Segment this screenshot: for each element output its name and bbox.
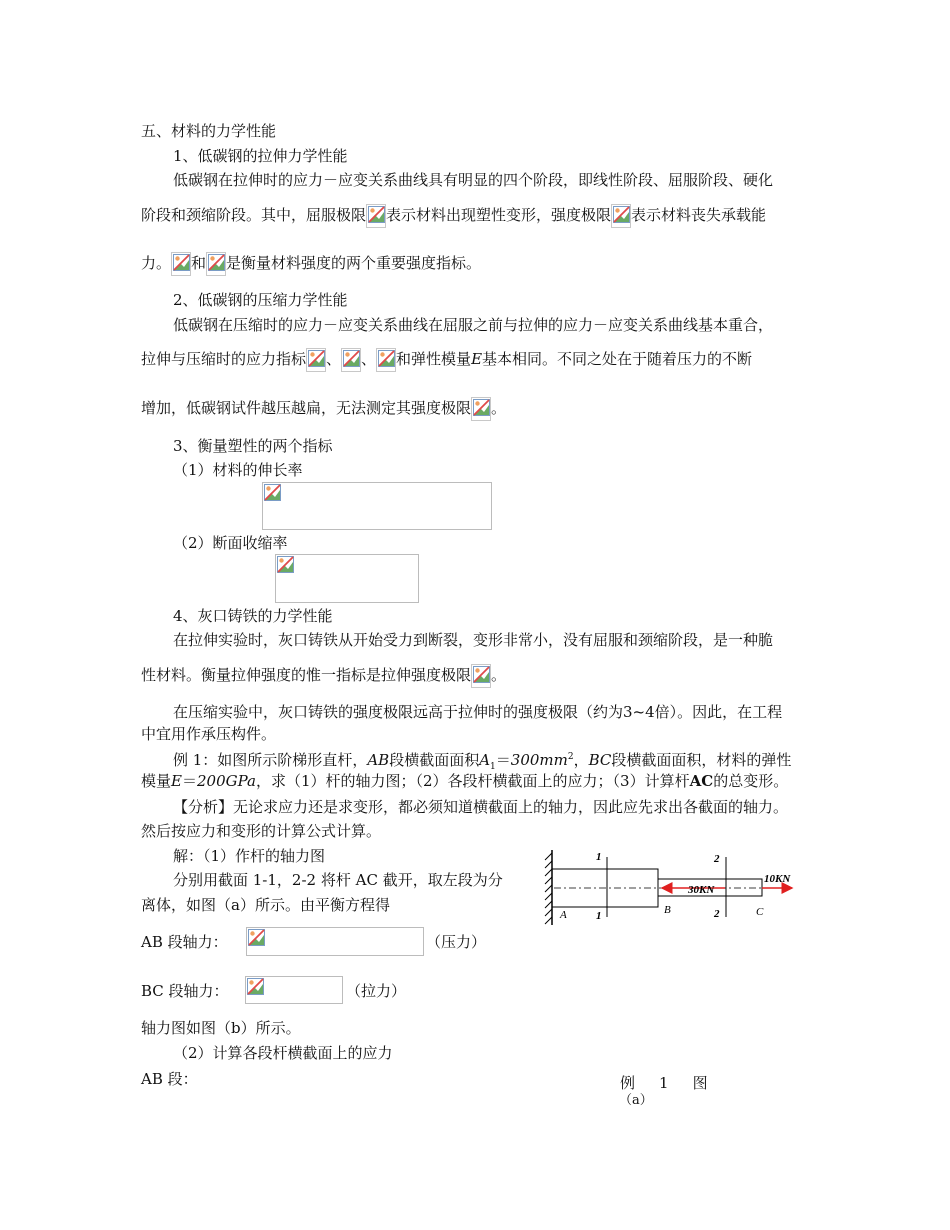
bar-ac: AC — [689, 772, 714, 790]
bc-axial-formula-image — [246, 977, 266, 1001]
text: 无论求应力还是求变形，都必须知道横截面上的轴力，因此应先求出各截面的轴力。 — [233, 798, 789, 816]
strength-limit-formula-image — [471, 397, 491, 421]
example-line2 — [141, 771, 788, 791]
text: 阶段和颈缩阶段。其中，屈服极限 — [141, 206, 367, 224]
tensile-para-line3 — [141, 252, 481, 276]
ab-axial-label: AB 段轴力： — [141, 933, 228, 951]
equals: ＝ — [495, 751, 511, 769]
text: 增加，低碳钢试件越压越扁，无法测定其强度极限 — [141, 399, 472, 417]
text: 是衡量材料强度的两个重要强度指标。 — [226, 254, 482, 272]
force-30kn-label: 30KN — [688, 884, 715, 896]
heading-cast-iron: 4、灰口铸铁的力学性能 — [173, 607, 333, 625]
ab-axial-note: （压力） — [426, 933, 487, 951]
text: 力。 — [141, 254, 172, 272]
label-2-top: 2 — [714, 853, 720, 865]
text: 表示材料丧失承载能 — [631, 206, 767, 224]
strength-limit-formula-image — [611, 204, 631, 228]
bc-axial-label: BC 段轴力： — [141, 982, 229, 1000]
text: 模量 — [141, 772, 172, 790]
elongation-formula-box — [262, 482, 492, 530]
text: 。 — [491, 399, 507, 417]
compression-para-line1: 低碳钢在压缩时的应力－应变关系曲线在屈服之前与拉伸的应力－应变关系曲线基本重合， — [173, 316, 774, 334]
text: 段横截面面积 — [389, 751, 480, 769]
analysis-line2: 然后按应力和变形的计算公式计算。 — [141, 822, 382, 840]
segment-bc: BC — [588, 751, 612, 769]
elongation-formula-image — [263, 483, 283, 507]
strength-limit-formula-image — [206, 252, 226, 276]
text: 拉伸与压缩时的应力指标 — [141, 350, 307, 368]
bc-axial-formula-box — [245, 976, 343, 1004]
text: 和弹性模量 — [396, 350, 472, 368]
text: ， — [573, 751, 589, 769]
area-reduction-item: （2）断面收缩率 — [173, 534, 288, 552]
label-b: B — [664, 904, 671, 916]
tensile-para-line2 — [141, 204, 766, 228]
fixed-wall — [545, 850, 552, 925]
stress-index-formula-image — [376, 348, 396, 372]
area-subscript: 1 — [490, 762, 496, 772]
tensile-para-line1: 低碳钢在拉伸时的应力－应变关系曲线具有明显的四个阶段，即线性阶段、屈服阶段、硬化 — [173, 171, 774, 189]
text: ，求（1）杆的轴力图；（2）各段杆横截面上的应力；（3）计算杆 — [255, 772, 690, 790]
axial-figure-ref: 轴力图如图（b）所示。 — [141, 1019, 301, 1037]
label-1-top: 1 — [596, 851, 602, 863]
text: 基本相同。不同之处在于随着压力的不断 — [482, 350, 753, 368]
separator: 、 — [361, 350, 377, 368]
ab-axial-formula-image — [247, 928, 267, 952]
heading-plasticity: 3、衡量塑性的两个指标 — [173, 437, 333, 455]
stress-index-formula-image — [306, 348, 326, 372]
modulus-value: 200GPa — [196, 772, 256, 790]
text: 例 1：如图所示阶梯形直杆， — [173, 751, 368, 769]
cast-iron-para-line1: 在拉伸实验时，灰口铸铁从开始受力到断裂，变形非常小，没有屈服和颈缩阶段，是一种脆 — [173, 631, 774, 649]
yield-limit-formula-image — [171, 252, 191, 276]
area-exponent: 2 — [567, 752, 574, 762]
modulus-symbol: E — [471, 350, 483, 368]
caption-char: 1 — [659, 1074, 669, 1092]
cast-iron-para-line3: 在压缩实验中，灰口铸铁的强度极限远高于拉伸时的强度极限（约为3~4倍）。因此，在工程 — [173, 703, 783, 721]
equals: ＝ — [181, 772, 197, 790]
stepped-bar-figure — [540, 845, 810, 930]
cast-iron-para-line4: 中宜用作承压构件。 — [141, 725, 277, 743]
solution-text-line2: 离体，如图（a）所示。由平衡方程得 — [141, 896, 390, 914]
compression-para-line2 — [141, 348, 752, 372]
solution-text-line1: 分别用截面 1-1，2-2 将杆 AC 截开，取左段为分 — [173, 871, 503, 889]
label-a: A — [560, 909, 567, 921]
label-1-bottom: 1 — [596, 910, 602, 922]
text: 的总变形。 — [713, 772, 789, 790]
tensile-strength-formula-image — [471, 664, 491, 688]
figure-caption — [620, 1073, 708, 1093]
text: 段横截面面积，材料的弹性 — [611, 751, 792, 769]
heading-compression: 2、低碳钢的压缩力学性能 — [173, 291, 348, 309]
area-symbol: A — [479, 751, 491, 769]
text: 性材料。衡量拉伸强度的惟一指标是拉伸强度极限 — [141, 666, 472, 684]
text: 和 — [191, 254, 207, 272]
heading-tensile: 1、低碳钢的拉伸力学性能 — [173, 147, 348, 165]
separator: 、 — [326, 350, 342, 368]
area-reduction-formula-box — [275, 554, 419, 603]
compression-para-line3 — [141, 397, 506, 421]
ab-segment-label: AB 段： — [141, 1070, 198, 1088]
text: 表示材料出现塑性变形，强度极限 — [386, 206, 612, 224]
caption-char: 例 — [620, 1074, 636, 1092]
solution-step2: （2）计算各段杆横截面上的应力 — [173, 1044, 393, 1062]
modulus-symbol: E — [171, 772, 182, 790]
label-2-bottom: 2 — [714, 908, 720, 920]
segment-ab: AB — [367, 751, 390, 769]
solution-step1: 解：（1）作杆的轴力图 — [173, 847, 326, 865]
bc-axial-note: （拉力） — [346, 982, 407, 1000]
area-value: 300mm — [510, 751, 568, 769]
caption-char: 图 — [692, 1074, 708, 1092]
cast-iron-para-line2 — [141, 664, 506, 688]
yield-limit-formula-image — [366, 204, 386, 228]
force-10kn-label: 10KN — [764, 873, 791, 885]
analysis-line1 — [173, 797, 788, 817]
area-reduction-formula-image — [276, 555, 296, 579]
analysis-label: 【分析】 — [173, 798, 234, 816]
elongation-item: （1）材料的伸长率 — [173, 461, 303, 479]
figure-caption-sub: （a） — [619, 1093, 653, 1108]
stress-index-formula-image — [341, 348, 361, 372]
ab-axial-formula-box — [246, 927, 424, 956]
section-title: 五、材料的力学性能 — [141, 122, 277, 140]
text: 。 — [491, 666, 507, 684]
label-c: C — [756, 906, 764, 918]
